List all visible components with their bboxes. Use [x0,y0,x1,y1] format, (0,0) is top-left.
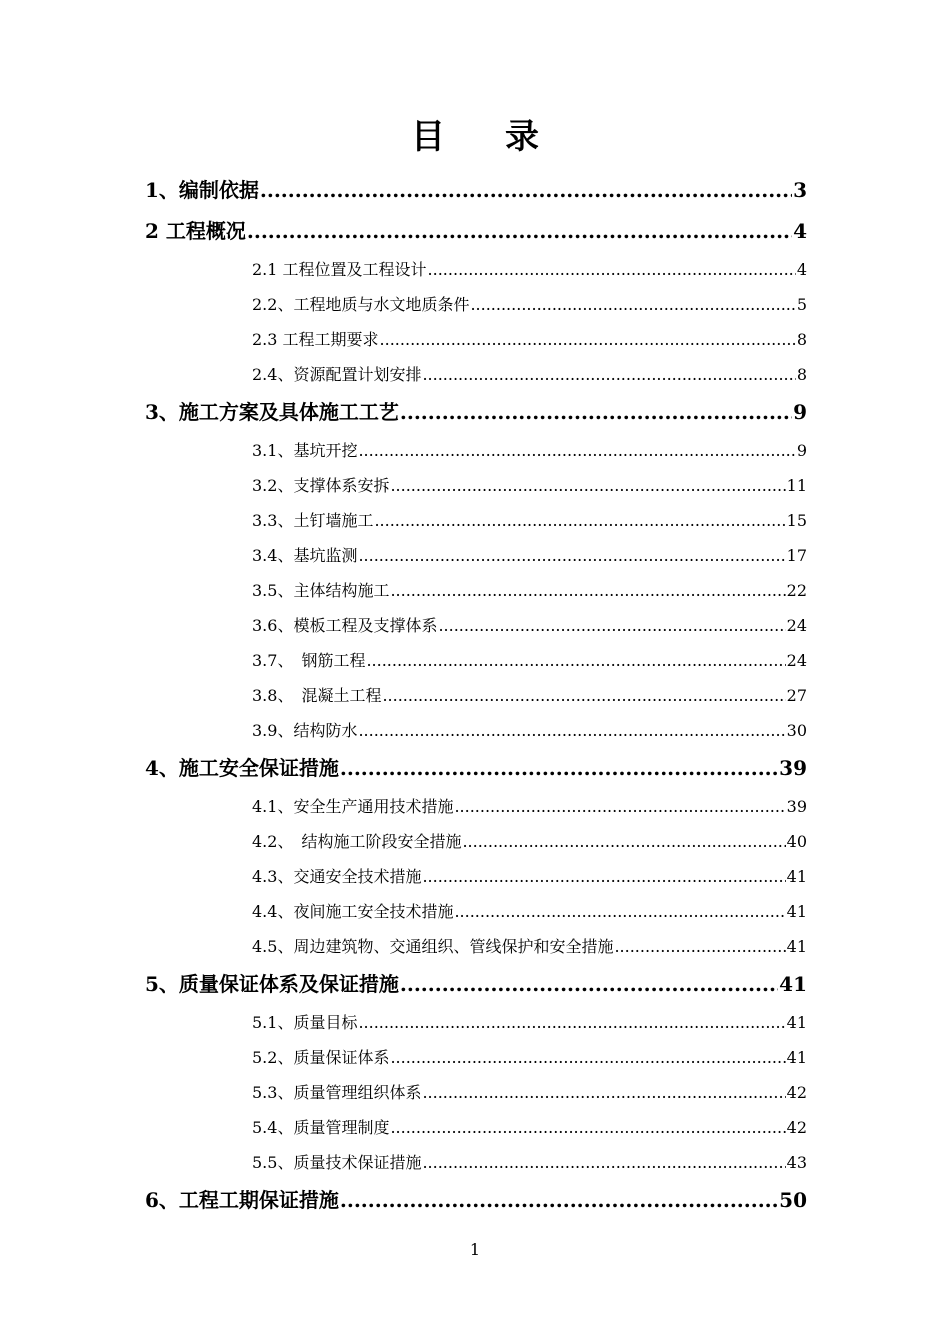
toc-section-entry[interactable] [145,894,807,929]
toc-section-entry[interactable] [145,1040,807,1075]
toc-entry-page: 42 [786,1083,807,1102]
toc-entry-label: 6、工程工期保证措施 [145,1188,339,1212]
toc-section-entry[interactable] [145,538,807,573]
toc-section-entry[interactable] [145,859,807,894]
toc-leader-dots [340,748,778,789]
toc-entry-page: 43 [786,1153,807,1172]
toc-entry-label: 5.2、质量保证体系 [252,1048,390,1067]
toc-entry-page: 4 [796,260,807,279]
toc-leader-dots [260,170,792,211]
toc-leader-dots [358,713,785,748]
toc-section-entry[interactable] [145,929,807,964]
toc-section-entry[interactable] [145,287,807,322]
toc-entry-page: 41 [786,1013,807,1032]
toc-entry-label: 3.6、模板工程及支撑体系 [252,616,438,635]
toc-entry-label: 2.4、资源配置计划安排 [252,365,422,384]
toc-entry-page: 41 [786,1048,807,1067]
toc-entry-page: 41 [786,902,807,921]
toc-section-entry[interactable] [145,713,807,748]
toc-title [0,115,950,159]
toc-section-entry[interactable] [145,678,807,713]
toc-leader-dots [454,789,785,824]
toc-section-entry[interactable] [145,1110,807,1145]
toc-leader-dots [438,608,785,643]
toc-section-entry[interactable] [145,433,807,468]
toc-leader-dots [380,322,796,357]
toc-entry-page: 42 [786,1118,807,1137]
toc-leader-dots [454,894,785,929]
toc-entry-page: 27 [786,686,807,705]
toc-entry-label: 3.9、结构防水 [252,721,358,740]
toc-entry-label: 5.3、质量管理组织体系 [252,1083,422,1102]
toc-chapter-entry[interactable] [145,1180,807,1221]
toc-entry-page: 41 [786,867,807,886]
toc-chapter-entry[interactable] [145,392,807,433]
toc-entry-label: 1、编制依据 [145,178,259,202]
toc-leader-dots [422,357,795,392]
table-of-contents [145,170,807,1221]
toc-entry-page: 39 [779,756,807,780]
toc-entry-page: 39 [786,797,807,816]
toc-leader-dots [470,287,795,322]
toc-section-entry[interactable] [145,503,807,538]
toc-entry-label: 2.3 工程工期要求 [252,330,379,349]
toc-leader-dots [422,1075,785,1110]
toc-entry-label: 5.5、质量技术保证措施 [252,1153,422,1172]
toc-entry-label: 4、施工安全保证措施 [145,756,339,780]
toc-leader-dots [390,468,785,503]
toc-entry-page: 41 [779,972,807,996]
toc-entry-page: 3 [793,178,807,202]
toc-leader-dots [340,1180,778,1221]
toc-chapter-entry[interactable] [145,170,807,211]
toc-entry-label: 5.4、质量管理制度 [252,1118,390,1137]
toc-leader-dots [358,1005,785,1040]
toc-entry-label: 4.2、 结构施工阶段安全措施 [252,832,462,851]
toc-leader-dots [366,643,785,678]
toc-entry-page: 24 [786,616,807,635]
toc-leader-dots [400,964,778,1005]
toc-entry-page: 50 [779,1188,807,1212]
toc-entry-label: 3.4、基坑监测 [252,546,358,565]
toc-section-entry[interactable] [145,824,807,859]
toc-entry-page: 11 [786,476,807,495]
toc-chapter-entry[interactable] [145,211,807,252]
toc-entry-page: 30 [786,721,807,740]
toc-leader-dots [382,678,785,713]
toc-entry-page: 17 [786,546,807,565]
toc-leader-dots [374,503,785,538]
toc-entry-page: 15 [786,511,807,530]
toc-entry-page: 24 [786,651,807,670]
toc-entry-label: 4.4、夜间施工安全技术措施 [252,902,454,921]
toc-leader-dots [247,211,792,252]
toc-entry-label: 3.7、 钢筋工程 [252,651,366,670]
toc-section-entry[interactable] [145,1075,807,1110]
toc-entry-label: 2 工程概况 [145,219,246,243]
toc-leader-dots [400,392,792,433]
toc-entry-label: 2.2、工程地质与水文地质条件 [252,295,470,314]
toc-entry-page: 8 [796,330,807,349]
toc-leader-dots [358,538,785,573]
toc-entry-page: 22 [786,581,807,600]
toc-entry-page: 9 [796,441,807,460]
toc-leader-dots [614,929,785,964]
toc-leader-dots [358,433,795,468]
toc-entry-label: 3.1、基坑开挖 [252,441,358,460]
toc-leader-dots [428,252,796,287]
toc-entry-page: 40 [786,832,807,851]
toc-entry-label: 4.3、交通安全技术措施 [252,867,422,886]
toc-entry-page: 4 [793,219,807,243]
toc-section-entry[interactable] [145,573,807,608]
toc-leader-dots [422,1145,785,1180]
toc-entry-label: 5、质量保证体系及保证措施 [145,972,399,996]
toc-entry-page: 8 [796,365,807,384]
toc-entry-label: 5.1、质量目标 [252,1013,358,1032]
toc-entry-page: 41 [786,937,807,956]
toc-leader-dots [390,1110,785,1145]
toc-section-entry[interactable] [145,252,807,287]
page-number: 1 [469,1240,481,1259]
toc-section-entry[interactable] [145,1145,807,1180]
toc-leader-dots [462,824,785,859]
toc-entry-label: 3.5、主体结构施工 [252,581,390,600]
toc-entry-page: 5 [796,295,807,314]
toc-entry-page: 9 [793,400,807,424]
toc-section-entry[interactable] [145,468,807,503]
toc-title-char-2: 录 [505,117,539,157]
toc-section-entry[interactable] [145,357,807,392]
toc-leader-dots [390,573,785,608]
toc-leader-dots [390,1040,785,1075]
toc-entry-label: 3、施工方案及具体施工工艺 [145,400,399,424]
toc-entry-label: 3.2、支撑体系安拆 [252,476,390,495]
toc-section-entry[interactable] [145,789,807,824]
toc-section-entry[interactable] [145,1005,807,1040]
toc-entry-label: 3.3、土钉墙施工 [252,511,374,530]
toc-entry-label: 2.1 工程位置及工程设计 [252,260,427,279]
toc-title-char-1: 目 [411,117,445,157]
toc-entry-label: 4.1、安全生产通用技术措施 [252,797,454,816]
toc-section-entry[interactable] [145,608,807,643]
toc-entry-label: 3.8、 混凝土工程 [252,686,382,705]
toc-chapter-entry[interactable] [145,748,807,789]
toc-section-entry[interactable] [145,322,807,357]
toc-entry-label: 4.5、周边建筑物、交通组织、管线保护和安全措施 [252,937,614,956]
toc-section-entry[interactable] [145,643,807,678]
toc-chapter-entry[interactable] [145,964,807,1005]
toc-leader-dots [422,859,785,894]
